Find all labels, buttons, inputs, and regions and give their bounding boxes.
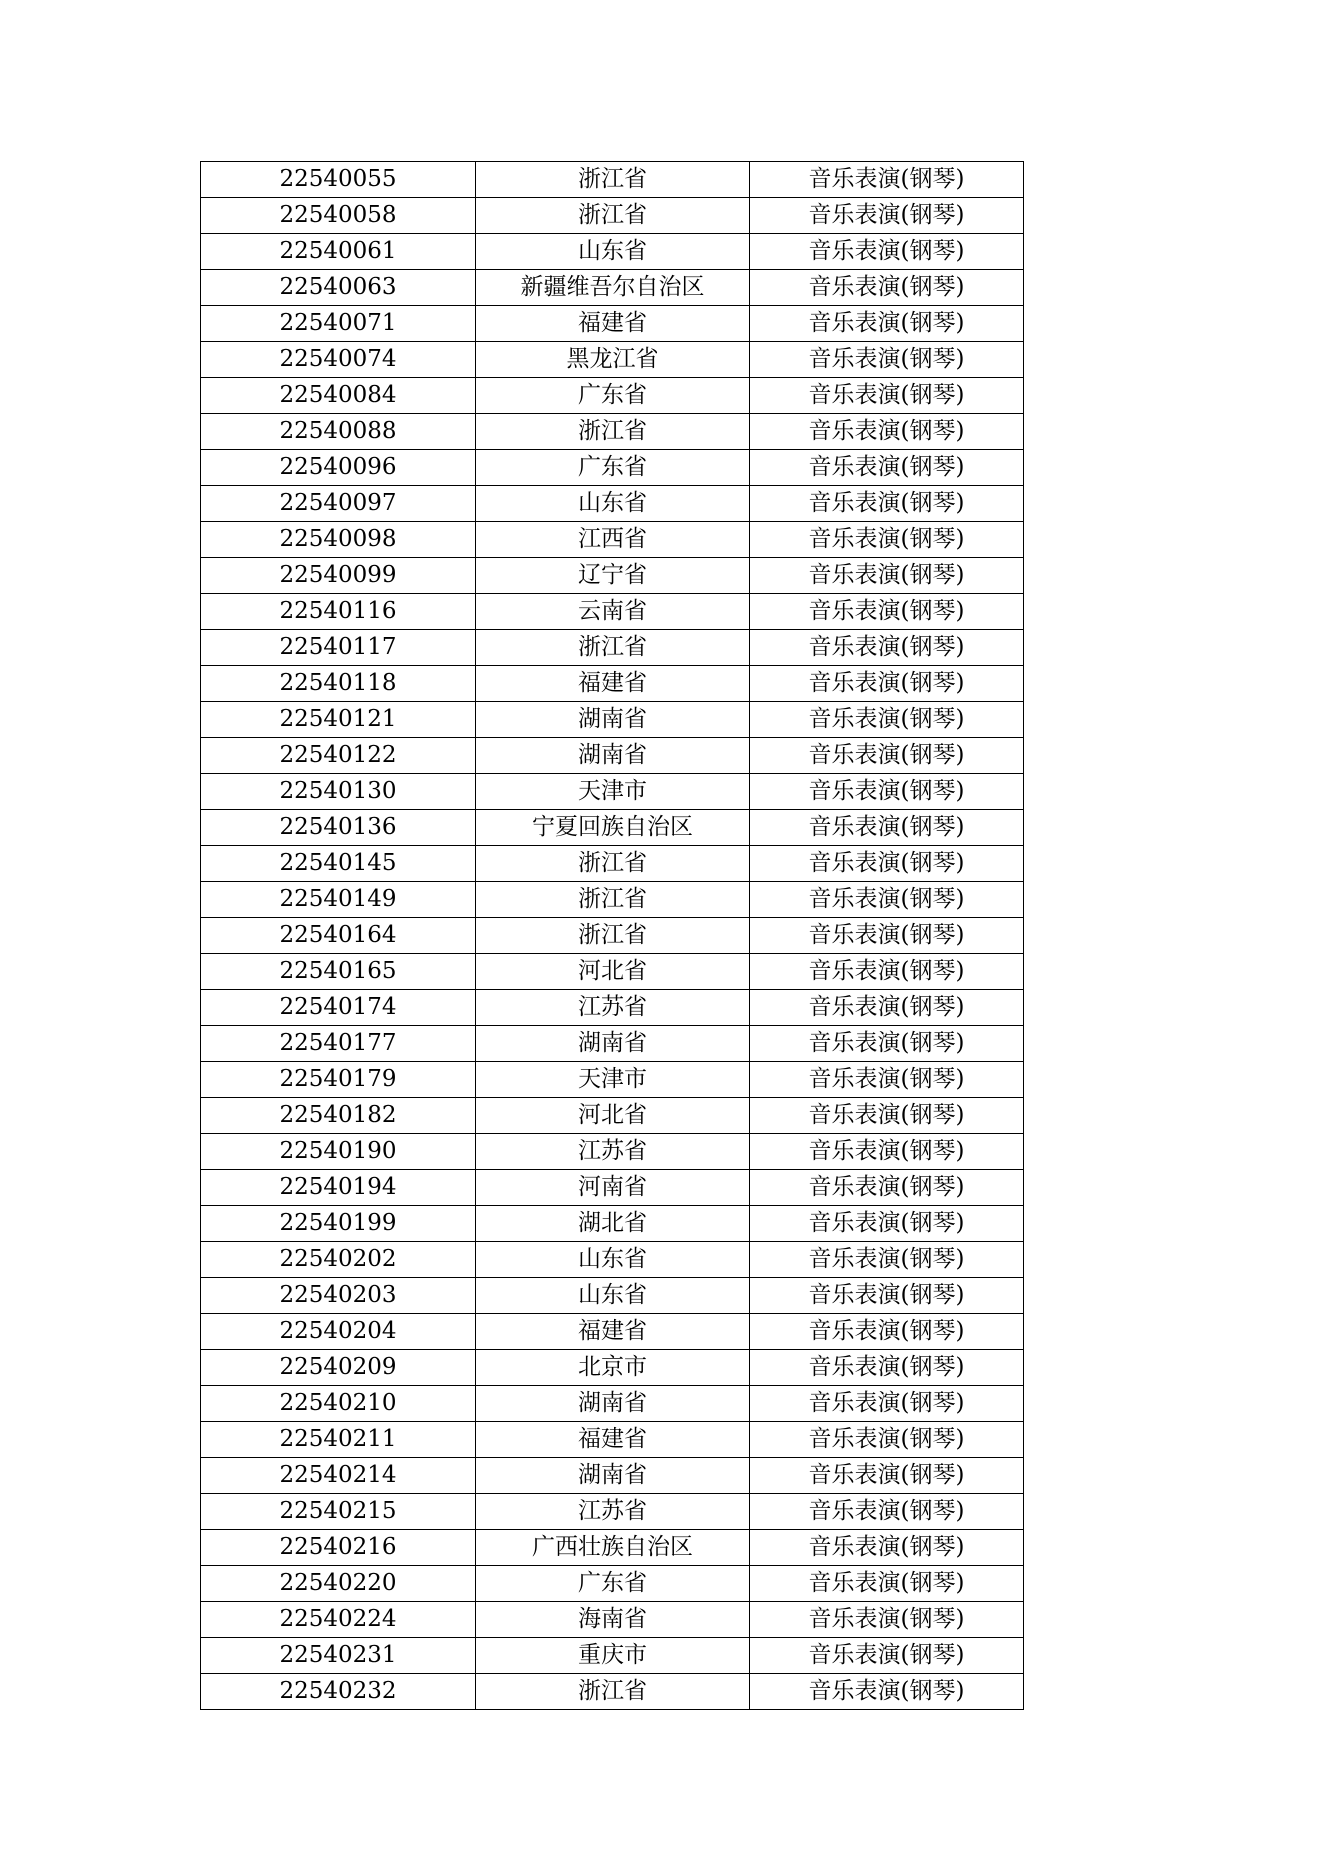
major-cell: 音乐表演(钢琴) <box>750 1638 1024 1674</box>
candidate-id-cell: 22540199 <box>201 1206 476 1242</box>
major-cell: 音乐表演(钢琴) <box>750 846 1024 882</box>
table-row <box>201 1278 1024 1314</box>
province-cell: 广东省 <box>476 1566 750 1602</box>
province-cell: 浙江省 <box>476 1674 750 1710</box>
candidate-id-cell: 22540214 <box>201 1458 476 1494</box>
province-cell: 山东省 <box>476 486 750 522</box>
major-cell: 音乐表演(钢琴) <box>750 1566 1024 1602</box>
major-cell: 音乐表演(钢琴) <box>750 666 1024 702</box>
roster-table <box>200 161 1024 1710</box>
province-cell: 浙江省 <box>476 882 750 918</box>
major-cell: 音乐表演(钢琴) <box>750 450 1024 486</box>
province-cell: 福建省 <box>476 666 750 702</box>
major-cell: 音乐表演(钢琴) <box>750 1458 1024 1494</box>
candidate-id-cell: 22540098 <box>201 522 476 558</box>
province-cell: 江苏省 <box>476 1494 750 1530</box>
candidate-id-cell: 22540211 <box>201 1422 476 1458</box>
province-cell: 浙江省 <box>476 198 750 234</box>
major-cell: 音乐表演(钢琴) <box>750 342 1024 378</box>
table-row <box>201 1206 1024 1242</box>
province-cell: 广西壮族自治区 <box>476 1530 750 1566</box>
province-cell: 海南省 <box>476 1602 750 1638</box>
province-cell: 江西省 <box>476 522 750 558</box>
candidate-id-cell: 22540232 <box>201 1674 476 1710</box>
province-cell: 浙江省 <box>476 918 750 954</box>
major-cell: 音乐表演(钢琴) <box>750 1422 1024 1458</box>
candidate-id-cell: 22540063 <box>201 270 476 306</box>
table-row <box>201 234 1024 270</box>
table-row <box>201 1386 1024 1422</box>
candidate-id-cell: 22540231 <box>201 1638 476 1674</box>
table-row <box>201 1170 1024 1206</box>
table-row <box>201 414 1024 450</box>
table-row <box>201 1602 1024 1638</box>
table-row <box>201 378 1024 414</box>
table-row <box>201 1098 1024 1134</box>
table-row <box>201 774 1024 810</box>
table-row <box>201 1062 1024 1098</box>
candidate-id-cell: 22540084 <box>201 378 476 414</box>
candidate-id-cell: 22540121 <box>201 702 476 738</box>
province-cell: 北京市 <box>476 1350 750 1386</box>
candidate-id-cell: 22540182 <box>201 1098 476 1134</box>
major-cell: 音乐表演(钢琴) <box>750 954 1024 990</box>
province-cell: 湖南省 <box>476 1386 750 1422</box>
table-row <box>201 594 1024 630</box>
table-row <box>201 1026 1024 1062</box>
candidate-id-cell: 22540204 <box>201 1314 476 1350</box>
table-row <box>201 558 1024 594</box>
major-cell: 音乐表演(钢琴) <box>750 486 1024 522</box>
major-cell: 音乐表演(钢琴) <box>750 1170 1024 1206</box>
table-row <box>201 918 1024 954</box>
major-cell: 音乐表演(钢琴) <box>750 882 1024 918</box>
major-cell: 音乐表演(钢琴) <box>750 702 1024 738</box>
major-cell: 音乐表演(钢琴) <box>750 1134 1024 1170</box>
province-cell: 河北省 <box>476 1098 750 1134</box>
candidate-id-cell: 22540058 <box>201 198 476 234</box>
major-cell: 音乐表演(钢琴) <box>750 1350 1024 1386</box>
major-cell: 音乐表演(钢琴) <box>750 1494 1024 1530</box>
table-row <box>201 486 1024 522</box>
major-cell: 音乐表演(钢琴) <box>750 630 1024 666</box>
candidate-id-cell: 22540136 <box>201 810 476 846</box>
table-row <box>201 450 1024 486</box>
major-cell: 音乐表演(钢琴) <box>750 522 1024 558</box>
major-cell: 音乐表演(钢琴) <box>750 414 1024 450</box>
province-cell: 山东省 <box>476 234 750 270</box>
major-cell: 音乐表演(钢琴) <box>750 1098 1024 1134</box>
table-row <box>201 1350 1024 1386</box>
province-cell: 天津市 <box>476 774 750 810</box>
major-cell: 音乐表演(钢琴) <box>750 1062 1024 1098</box>
major-cell: 音乐表演(钢琴) <box>750 558 1024 594</box>
major-cell: 音乐表演(钢琴) <box>750 810 1024 846</box>
candidate-id-cell: 22540061 <box>201 234 476 270</box>
candidate-id-cell: 22540117 <box>201 630 476 666</box>
candidate-id-cell: 22540216 <box>201 1530 476 1566</box>
candidate-id-cell: 22540190 <box>201 1134 476 1170</box>
major-cell: 音乐表演(钢琴) <box>750 594 1024 630</box>
province-cell: 江苏省 <box>476 990 750 1026</box>
table-row <box>201 1458 1024 1494</box>
table-row <box>201 162 1024 198</box>
candidate-id-cell: 22540074 <box>201 342 476 378</box>
major-cell: 音乐表演(钢琴) <box>750 234 1024 270</box>
province-cell: 宁夏回族自治区 <box>476 810 750 846</box>
major-cell: 音乐表演(钢琴) <box>750 306 1024 342</box>
major-cell: 音乐表演(钢琴) <box>750 1674 1024 1710</box>
table-row <box>201 702 1024 738</box>
table-row <box>201 198 1024 234</box>
candidate-id-cell: 22540194 <box>201 1170 476 1206</box>
candidate-id-cell: 22540118 <box>201 666 476 702</box>
major-cell: 音乐表演(钢琴) <box>750 1206 1024 1242</box>
major-cell: 音乐表演(钢琴) <box>750 198 1024 234</box>
candidate-id-cell: 22540145 <box>201 846 476 882</box>
table-row <box>201 1422 1024 1458</box>
major-cell: 音乐表演(钢琴) <box>750 738 1024 774</box>
province-cell: 山东省 <box>476 1242 750 1278</box>
province-cell: 云南省 <box>476 594 750 630</box>
candidate-id-cell: 22540165 <box>201 954 476 990</box>
candidate-id-cell: 22540224 <box>201 1602 476 1638</box>
table-row <box>201 738 1024 774</box>
province-cell: 湖南省 <box>476 1458 750 1494</box>
province-cell: 天津市 <box>476 1062 750 1098</box>
province-cell: 河南省 <box>476 1170 750 1206</box>
major-cell: 音乐表演(钢琴) <box>750 1530 1024 1566</box>
table-row <box>201 1638 1024 1674</box>
major-cell: 音乐表演(钢琴) <box>750 918 1024 954</box>
major-cell: 音乐表演(钢琴) <box>750 1314 1024 1350</box>
province-cell: 辽宁省 <box>476 558 750 594</box>
province-cell: 湖北省 <box>476 1206 750 1242</box>
table-row <box>201 306 1024 342</box>
province-cell: 湖南省 <box>476 738 750 774</box>
province-cell: 广东省 <box>476 450 750 486</box>
province-cell: 浙江省 <box>476 162 750 198</box>
major-cell: 音乐表演(钢琴) <box>750 990 1024 1026</box>
province-cell: 江苏省 <box>476 1134 750 1170</box>
major-cell: 音乐表演(钢琴) <box>750 1026 1024 1062</box>
candidate-id-cell: 22540122 <box>201 738 476 774</box>
major-cell: 音乐表演(钢琴) <box>750 1242 1024 1278</box>
major-cell: 音乐表演(钢琴) <box>750 774 1024 810</box>
candidate-id-cell: 22540215 <box>201 1494 476 1530</box>
province-cell: 湖南省 <box>476 702 750 738</box>
table-row <box>201 270 1024 306</box>
candidate-id-cell: 22540202 <box>201 1242 476 1278</box>
roster-table-body <box>201 162 1024 1710</box>
province-cell: 浙江省 <box>476 846 750 882</box>
province-cell: 福建省 <box>476 1314 750 1350</box>
table-row <box>201 1566 1024 1602</box>
table-row <box>201 1314 1024 1350</box>
major-cell: 音乐表演(钢琴) <box>750 378 1024 414</box>
province-cell: 浙江省 <box>476 414 750 450</box>
candidate-id-cell: 22540099 <box>201 558 476 594</box>
province-cell: 福建省 <box>476 306 750 342</box>
candidate-id-cell: 22540210 <box>201 1386 476 1422</box>
province-cell: 河北省 <box>476 954 750 990</box>
candidate-id-cell: 22540177 <box>201 1026 476 1062</box>
table-row <box>201 1530 1024 1566</box>
major-cell: 音乐表演(钢琴) <box>750 1602 1024 1638</box>
table-row <box>201 1494 1024 1530</box>
candidate-id-cell: 22540164 <box>201 918 476 954</box>
candidate-id-cell: 22540116 <box>201 594 476 630</box>
candidate-id-cell: 22540055 <box>201 162 476 198</box>
candidate-id-cell: 22540097 <box>201 486 476 522</box>
candidate-id-cell: 22540088 <box>201 414 476 450</box>
table-row <box>201 846 1024 882</box>
table-row <box>201 1134 1024 1170</box>
major-cell: 音乐表演(钢琴) <box>750 162 1024 198</box>
table-row <box>201 1674 1024 1710</box>
table-row <box>201 1242 1024 1278</box>
candidate-id-cell: 22540174 <box>201 990 476 1026</box>
candidate-id-cell: 22540179 <box>201 1062 476 1098</box>
candidate-id-cell: 22540209 <box>201 1350 476 1386</box>
table-row <box>201 522 1024 558</box>
candidate-id-cell: 22540149 <box>201 882 476 918</box>
province-cell: 新疆维吾尔自治区 <box>476 270 750 306</box>
province-cell: 山东省 <box>476 1278 750 1314</box>
province-cell: 浙江省 <box>476 630 750 666</box>
candidate-id-cell: 22540220 <box>201 1566 476 1602</box>
province-cell: 湖南省 <box>476 1026 750 1062</box>
province-cell: 广东省 <box>476 378 750 414</box>
major-cell: 音乐表演(钢琴) <box>750 270 1024 306</box>
table-row <box>201 882 1024 918</box>
table-row <box>201 810 1024 846</box>
candidate-id-cell: 22540203 <box>201 1278 476 1314</box>
province-cell: 重庆市 <box>476 1638 750 1674</box>
candidate-id-cell: 22540130 <box>201 774 476 810</box>
province-cell: 黑龙江省 <box>476 342 750 378</box>
candidate-id-cell: 22540096 <box>201 450 476 486</box>
candidate-id-cell: 22540071 <box>201 306 476 342</box>
province-cell: 福建省 <box>476 1422 750 1458</box>
table-row <box>201 954 1024 990</box>
table-row <box>201 666 1024 702</box>
major-cell: 音乐表演(钢琴) <box>750 1278 1024 1314</box>
table-row <box>201 990 1024 1026</box>
major-cell: 音乐表演(钢琴) <box>750 1386 1024 1422</box>
table-row <box>201 630 1024 666</box>
table-row <box>201 342 1024 378</box>
